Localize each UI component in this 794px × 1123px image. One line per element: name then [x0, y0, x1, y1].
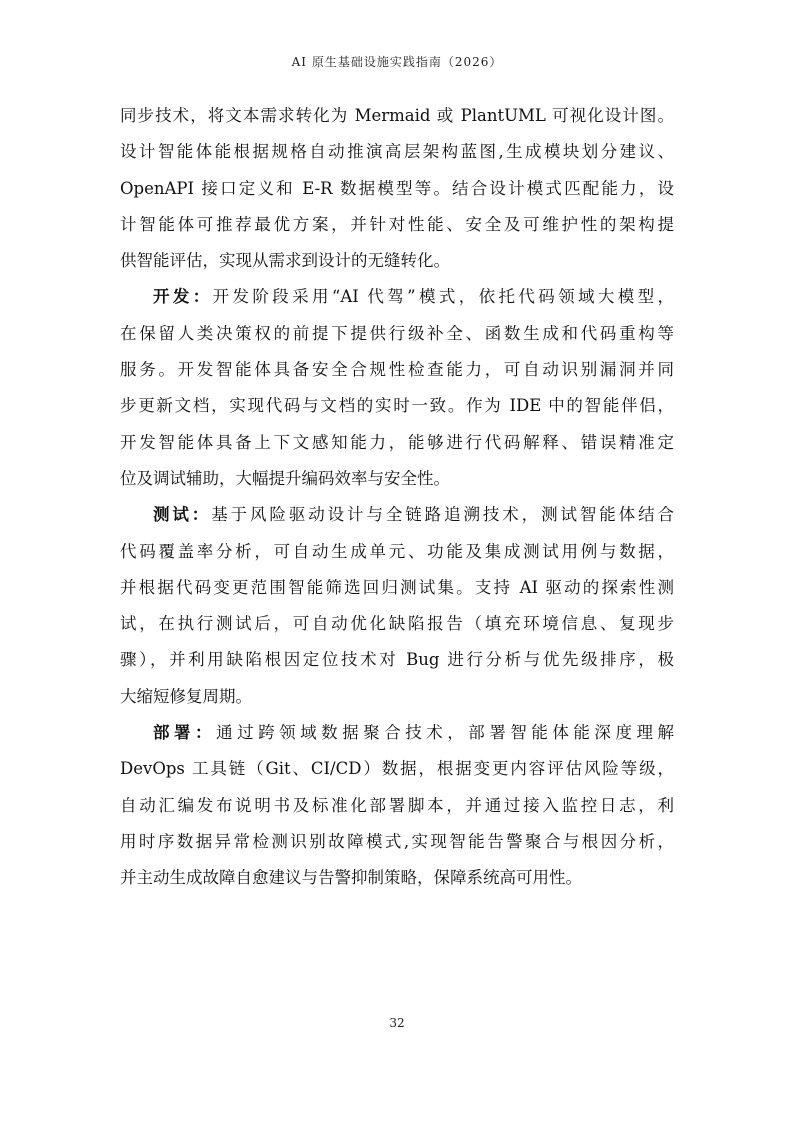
- paragraph-lead-deployment: 部署：: [153, 723, 217, 743]
- text-line: 服务。开发智能体具备安全合规性检查能力，可自动识别漏洞并同: [120, 360, 674, 380]
- paragraph-testing: [120, 497, 674, 715]
- text-line: [120, 715, 674, 751]
- paragraph-lead-development: 开发：: [153, 287, 213, 307]
- text-run: 基于风险驱动设计与全链路追溯技术，测试智能体结合: [211, 505, 674, 525]
- page-header: AI 原生基础设施实践指南（2026）: [291, 55, 503, 69]
- text-line: 步更新文档，实现代码与文档的实时一致。作为 IDE 中的智能伴侣，: [120, 396, 674, 416]
- document-body: [120, 98, 674, 897]
- text-line: 试，在执行测试后，可自动优化缺陷报告（填充环境信息、复现步: [120, 614, 674, 634]
- text-line: 开发智能体具备上下文感知能力，能够进行代码解释、错误精准定: [120, 432, 674, 452]
- text-line: [120, 497, 674, 533]
- text-line: 代码覆盖率分析，可自动生成单元、功能及集成测试用例与数据，: [120, 541, 674, 561]
- text-line: 并根据代码变更范围智能筛选回归测试集。支持 AI 驱动的探索性测: [120, 577, 674, 597]
- text-line: 供智能评估，实现从需求到设计的无缝转化。: [120, 251, 450, 271]
- paragraph-design-continuation: [120, 98, 674, 279]
- paragraph-lead-testing: 测试：: [153, 505, 212, 525]
- text-line: OpenAPI 接口定义和 E-R 数据模型等。结合设计模式匹配能力，设: [120, 178, 674, 198]
- text-line: 设计智能体能根据规格自动推演高层架构蓝图,生成模块划分建议、: [120, 142, 674, 162]
- text-line: 大缩短修复周期。: [120, 686, 252, 706]
- paragraph-deployment: [120, 715, 674, 896]
- text-line: 在保留人类决策权的前提下提供行级补全、函数生成和代码重构等: [120, 323, 674, 343]
- text-line: 计智能体可推荐最优方案，并针对性能、安全及可维护性的架构提: [120, 214, 674, 234]
- text-run: 通过跨领域数据聚合技术，部署智能体能深度理解: [216, 723, 674, 743]
- text-line: 骤），并利用缺陷根因定位技术对 Bug 进行分析与优先级排序，极: [120, 650, 674, 670]
- text-line: [120, 279, 674, 315]
- text-run: 开发阶段采用“AI 代驾”模式，依托代码领域大模型，: [212, 287, 674, 307]
- text-line: 位及调试辅助，大幅提升编码效率与安全性。: [120, 468, 450, 488]
- text-line: 同步技术，将文本需求转化为 Mermaid 或 PlantUML 可视化设计图。: [120, 106, 674, 125]
- text-line: 用时序数据异常检测识别故障模式,实现智能告警聚合与根因分析，: [120, 831, 674, 851]
- text-line: DevOps 工具链（Git、CI/CD）数据，根据变更内容评估风险等级，: [120, 759, 674, 779]
- text-line: 并主动生成故障自愈建议与告警抑制策略，保障系统高可用性。: [120, 868, 582, 888]
- page-number: 32: [389, 1016, 405, 1030]
- text-line: 自动汇编发布说明书及标准化部署脚本，并通过接入监控日志，利: [120, 795, 674, 815]
- paragraph-development: [120, 279, 674, 497]
